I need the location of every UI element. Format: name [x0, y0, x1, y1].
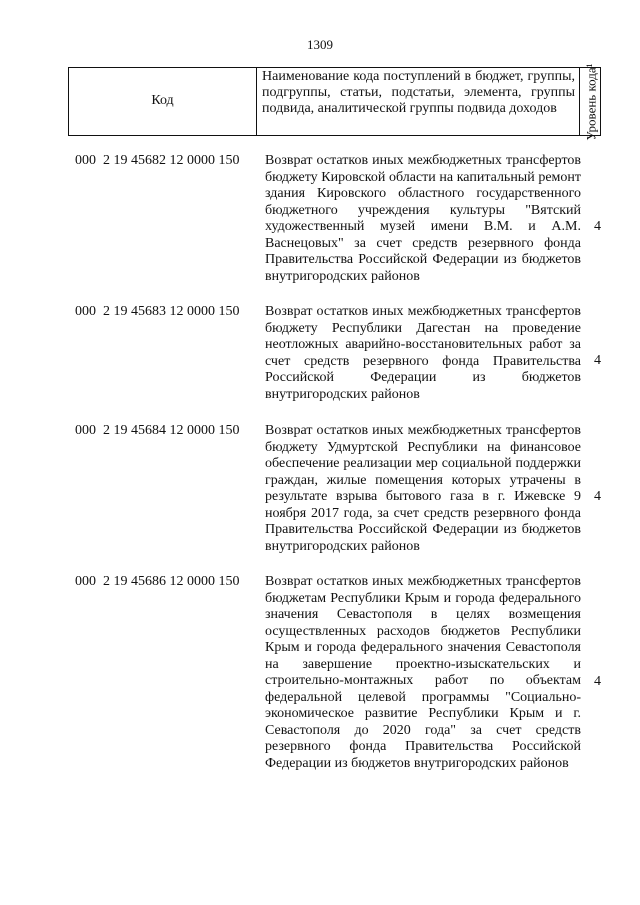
income-code: 000 2 19 45682 12 0000 150 — [75, 153, 240, 168]
code-level: 4 — [594, 489, 601, 504]
income-name: Возврат остатков иных межбюджетных трансфертов бюджету Республики Дагестан на проведение неотложных аварийно-восстановительных работ за счет средств резервного фонда Правительства Российской Федерации из бюджетов внутригородских районов — [265, 304, 581, 402]
income-name: Возврат остатков иных межбюджетных трансфертов бюджету Удмуртской Республики на финансовое обеспечение реализации мер социальной поддержки граждан, жилые помещения которых утрачены в результате взрыва бытового газа в г. Ижевске 9 ноября 2017 года, за счет средств резервного фонда Правительства Российской Федерации из бюджетов внутригородских районов — [265, 423, 581, 554]
header-code-label: Код — [151, 93, 174, 108]
header-level-cell — [580, 62, 601, 141]
header-code-cell — [69, 68, 257, 135]
header-level-label: Уровень кода¹ — [583, 62, 598, 141]
page-number: 1309 — [307, 37, 333, 52]
income-code: 000 2 19 45684 12 0000 150 — [75, 423, 240, 438]
code-level: 4 — [594, 353, 601, 368]
income-name: Возврат остатков иных межбюджетных трансфертов бюджету Кировской области на капитальный ремонт здания Кировского областного государственного бюджетного учреждения культуры "Вятский художественный музей имени В.М. и А.М. Васнецовых" за счет средств резервного фонда Правительства Российской Федерации из бюджетов внутригородских районов — [265, 153, 581, 284]
table-header — [68, 62, 601, 141]
code-level: 4 — [594, 674, 601, 689]
code-level: 4 — [594, 219, 601, 234]
income-code: 000 2 19 45683 12 0000 150 — [75, 304, 240, 319]
income-code: 000 2 19 45686 12 0000 150 — [75, 574, 240, 589]
header-name-cell: Наименование кода поступлений в бюджет, группы, подгруппы, статьи, подстатьи, элемента, группы подвида, аналитической группы подвида доходов — [257, 68, 580, 135]
income-name: Возврат остатков иных межбюджетных трансфертов бюджетам Республики Крым и города федерального значения Севастополя в целях возмещения осуществленных расходов бюджетов Республики Крым и города федерального значения Севастополя на завершение проектно-изыскательских и строительно-монтажных работ по объектам федеральной целевой программы "Социально-экономическое развитие Республики Крым и г. Севастополя до 2020 года" за счет средств резервного фонда Правительства Российской Федерации из бюджетов внутригородских районов — [265, 574, 581, 771]
